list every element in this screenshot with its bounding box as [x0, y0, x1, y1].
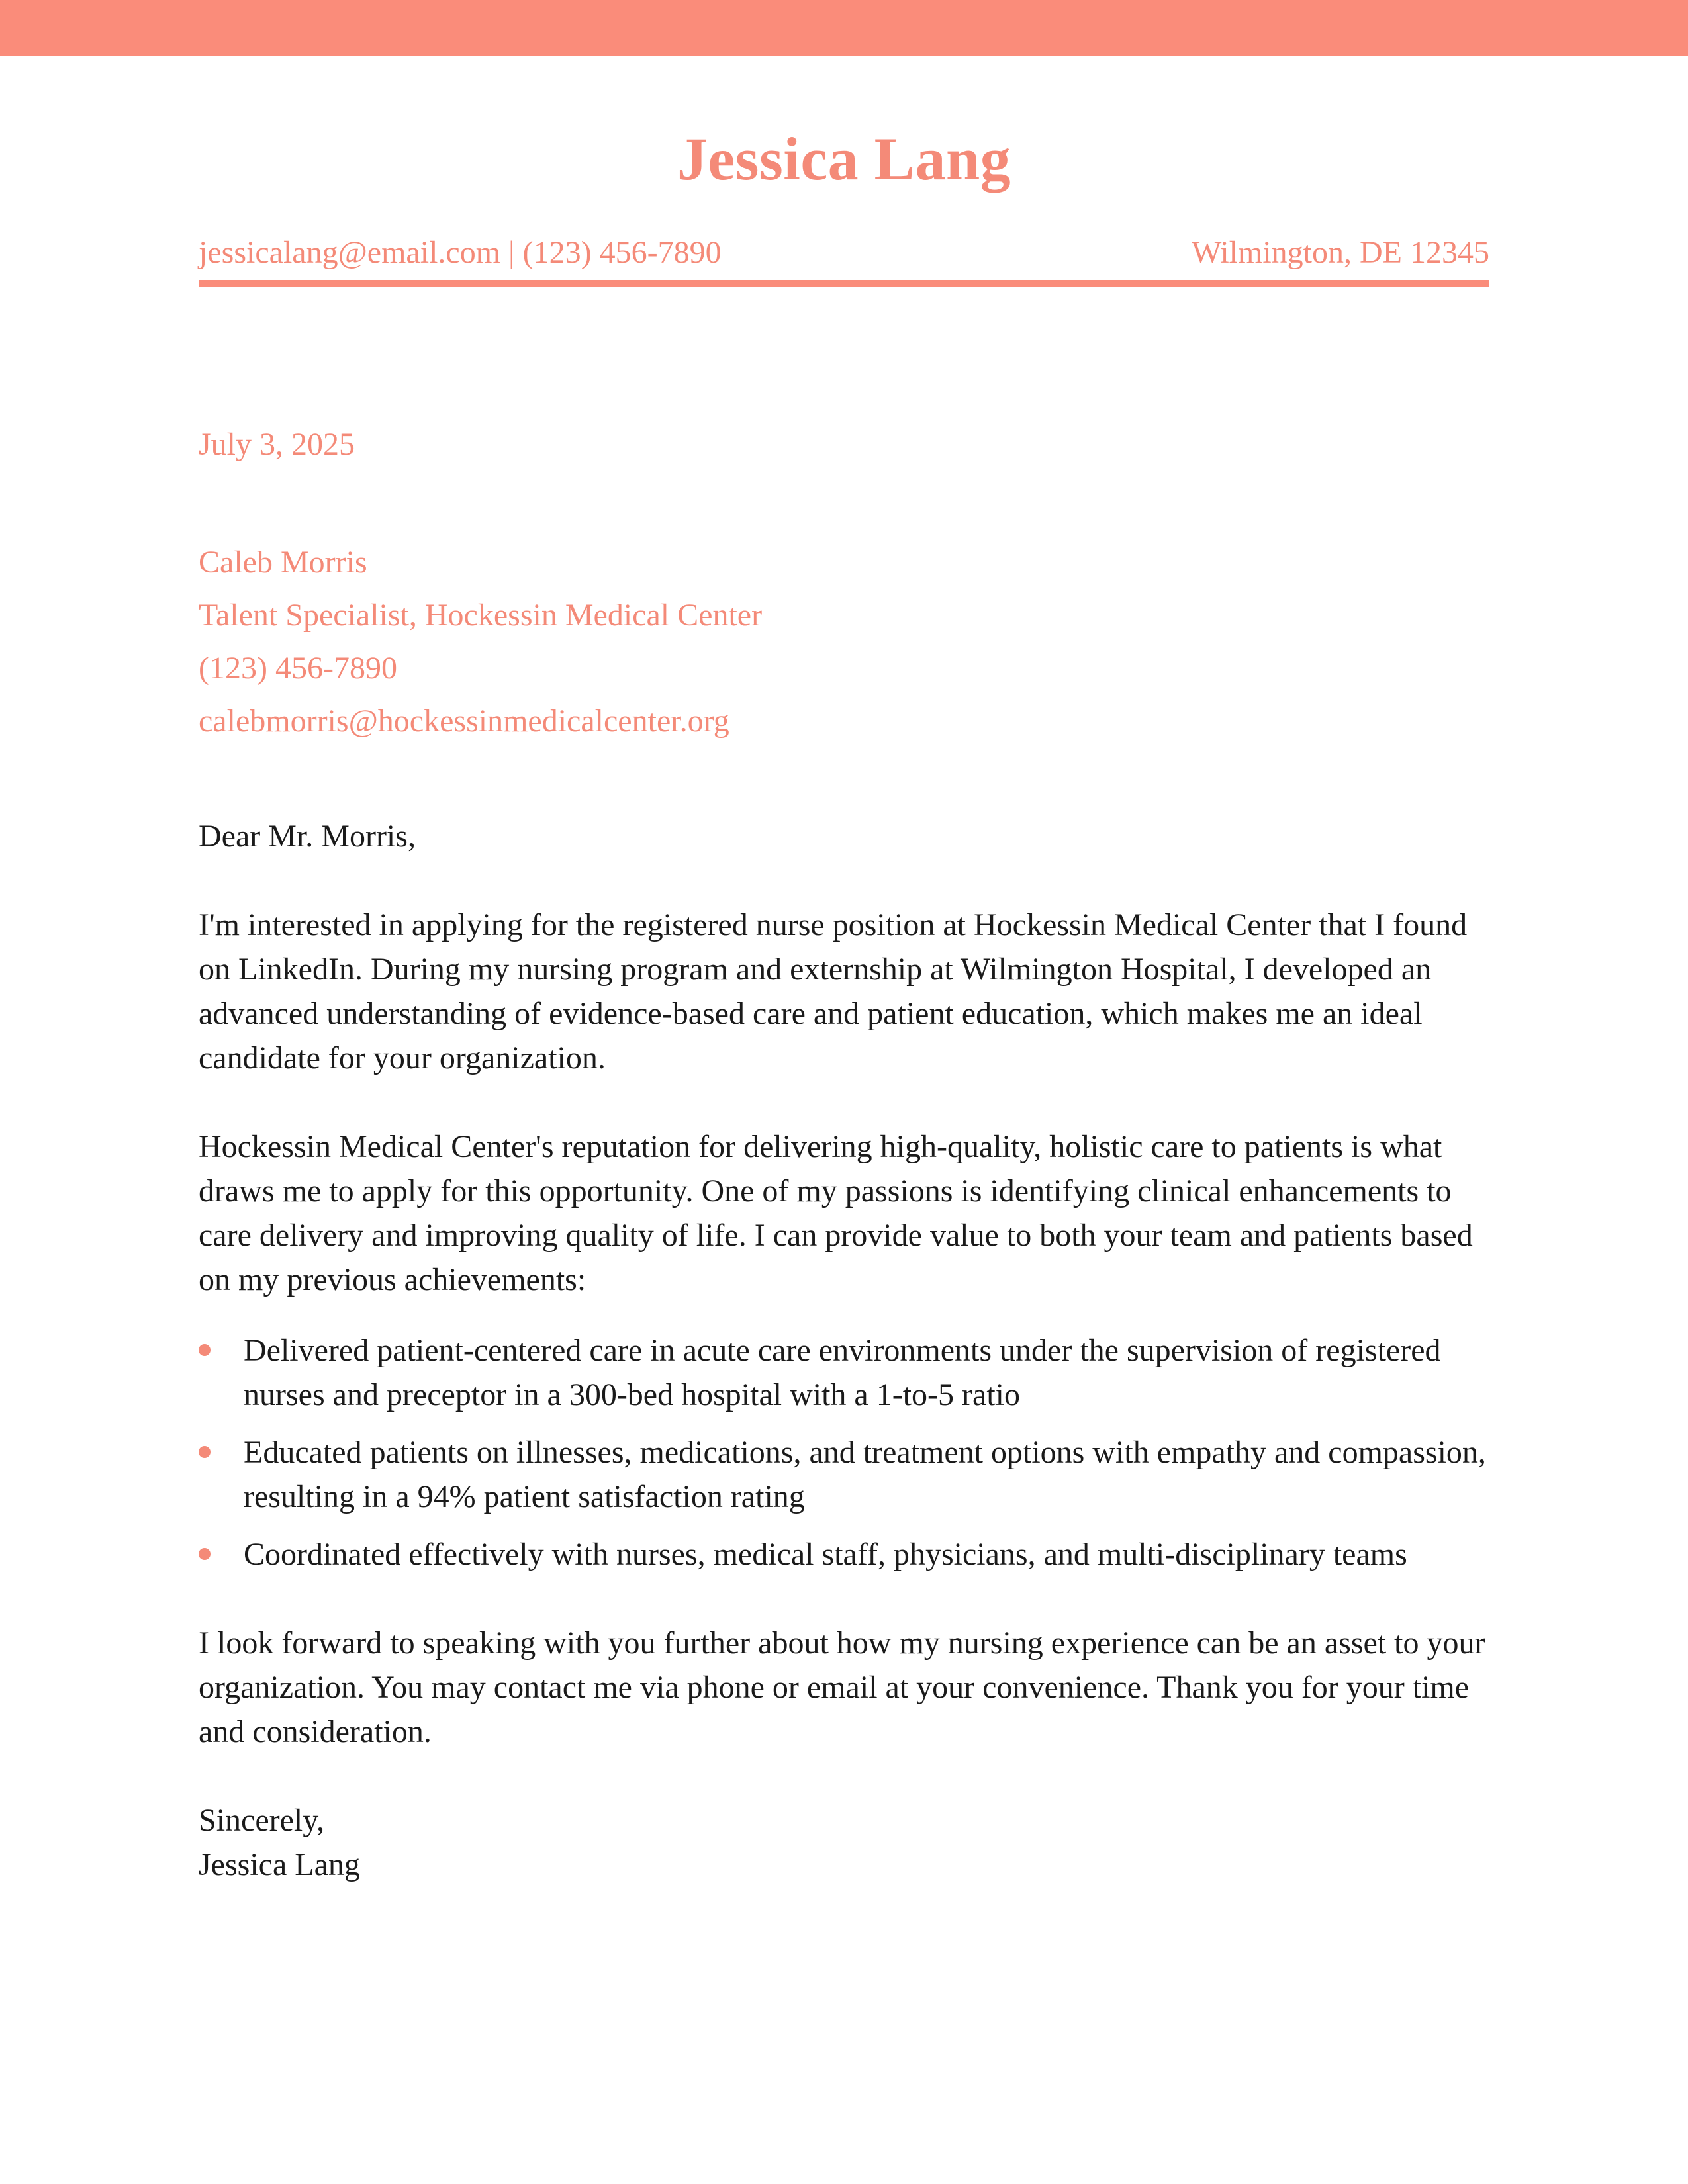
bullet-dot-icon [199, 1548, 211, 1560]
email-phone-text: jessicalang@email.com | (123) 456-7890 [199, 235, 722, 270]
list-item [199, 1532, 1489, 1576]
achievements-list [199, 1328, 1489, 1576]
recipient-name: Caleb Morris [199, 545, 367, 580]
letter-body [199, 814, 1489, 1887]
applicant-name: Jessica Lang [677, 125, 1011, 193]
recipient-phone: (123) 456-7890 [199, 651, 397, 686]
list-item [199, 1328, 1489, 1417]
paragraph-closing: I look forward to speaking with you further about how my nursing experience can be an asset to your organization. You may contact me via phone or email at your convenience. Thank you for your time and consideration. [199, 1625, 1485, 1750]
bullet-dot-icon [199, 1344, 211, 1356]
contact-email-phone [199, 236, 722, 271]
recipient-block [199, 536, 1489, 748]
header-divider [199, 280, 1489, 287]
closing-phrase: Sincerely, [199, 1803, 325, 1839]
recipient-title: Talent Specialist, Hockessin Medical Center [199, 598, 763, 633]
sign-off [199, 1798, 1489, 1887]
paragraph-motivation: Hockessin Medical Center's reputation for delivering high-quality, holistic care to patients is what draws me to apply for this opportunity. One of my passions is identifying clinical enhancements to care delivery and improving quality of life. I can provide value to both your team and patients based on my previous achievements: [199, 1129, 1473, 1298]
list-item-text: Coordinated effectively with nurses, medical staff, physicians, and multi-disciplinary teams [244, 1537, 1407, 1572]
recipient-email: calebmorris@hockessinmedicalcenter.org [199, 704, 729, 739]
list-item [199, 1430, 1489, 1519]
list-item-text: Delivered patient-centered care in acute care environments under the supervision of registered nurses and preceptor in a 300-bed hospital with a 1-to-5 ratio [244, 1333, 1441, 1413]
bullet-dot-icon [199, 1446, 211, 1458]
paragraph-intro: I'm interested in applying for the registered nurse position at Hockessin Medical Center that I found on LinkedIn. During my nursing program and externship at Wilmington Hospital, I developed an advanced understanding of evidence-based care and patient education, which makes me an ideal candidate for your organization. [199, 907, 1468, 1076]
signature-name: Jessica Lang [199, 1847, 360, 1883]
salutation: Dear Mr. Morris, [199, 819, 416, 854]
letter-date: July 3, 2025 [199, 426, 355, 462]
top-accent-band [0, 0, 1688, 56]
list-item-text: Educated patients on illnesses, medications, and treatment options with empathy and compassion, resulting in a 94% patient satisfaction rating [244, 1435, 1486, 1515]
cover-letter-page [199, 56, 1489, 1887]
contact-location: Wilmington, DE 12345 [1191, 235, 1489, 270]
contact-row [199, 236, 1489, 271]
